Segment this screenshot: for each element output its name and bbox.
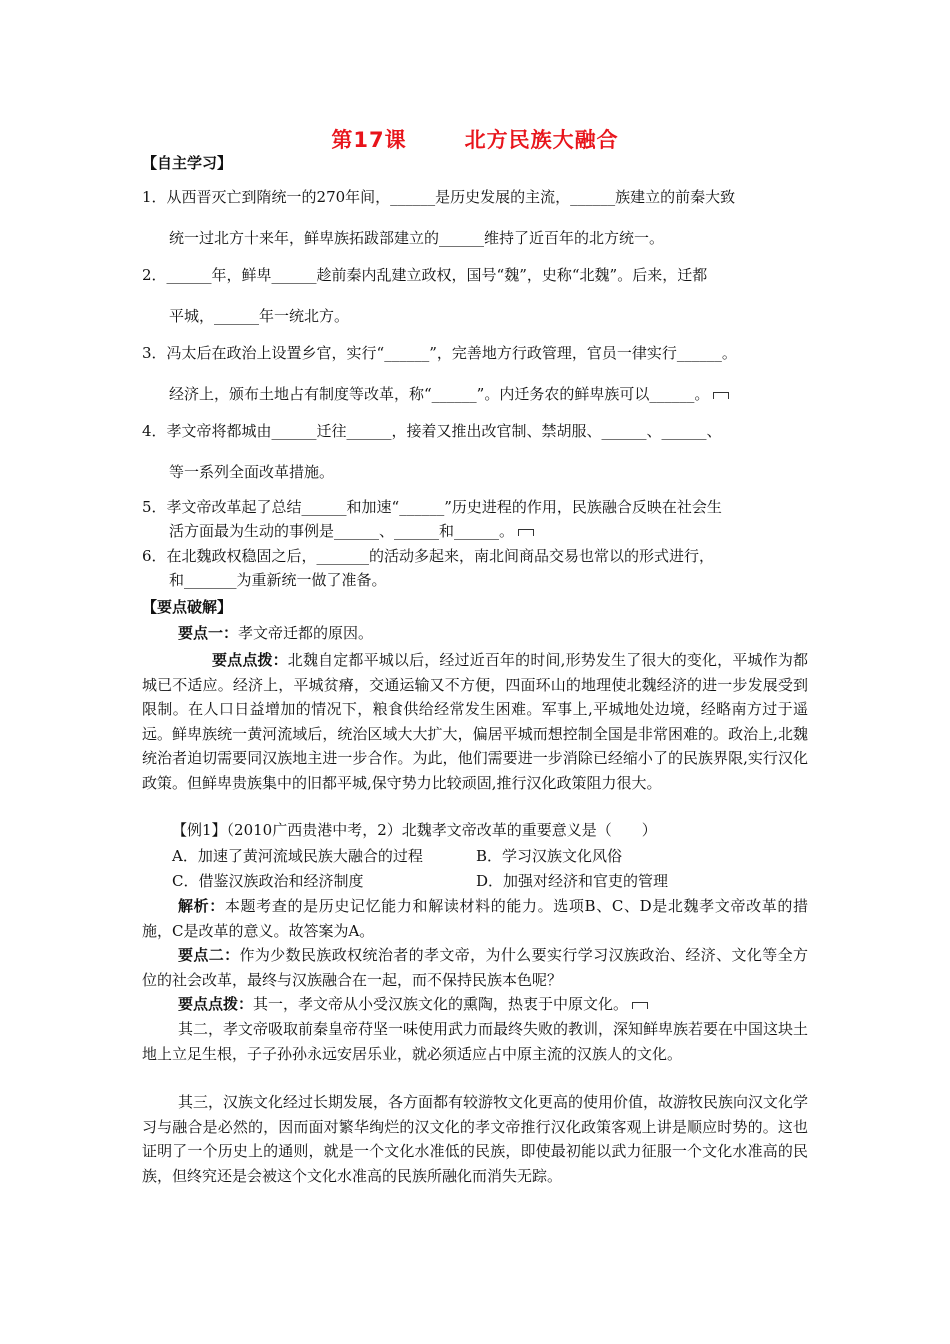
analysis-text: 本题考查的是历史记忆能力和解读材料的能力。选项B、C、D是北魏孝文帝改革的措施，C是改革的意义。故答案为A。 xyxy=(142,897,808,940)
question-line: 平城，______年一统北方。 xyxy=(169,307,350,325)
point1-heading xyxy=(142,621,808,646)
section-key-points: 【要点破解】 xyxy=(142,598,233,616)
question-5 xyxy=(142,496,812,542)
question-line: 6．在北魏政权稳固之后，_______的活动多起来，南北间商品交易也常以的形式进行， xyxy=(142,547,715,565)
lesson-topic: 北方民族大融合 xyxy=(464,128,619,152)
example1-option-b: B．学习汉族文化风俗 xyxy=(476,847,623,865)
section-self-study: 【自主学习】 xyxy=(142,154,233,172)
question-line: 2．______年，鲜卑______趁前秦内乱建立政权，国号“魏”，史称“北魏”。后来，迁都 xyxy=(142,266,708,284)
question-line: 3．冯太后在政治上设置乡官，实行“______”，完善地方行政管理，官员一律实行______。 xyxy=(142,344,737,362)
question-line: 活方面最为生动的事例是______、______和______。 xyxy=(169,522,515,540)
point1-hint xyxy=(142,648,808,795)
point2-heading xyxy=(142,943,808,992)
question-line: 等一系列全面改革措施。 xyxy=(169,463,335,481)
question-line: 和_______为重新统一做了准备。 xyxy=(169,571,387,589)
point2-text: 作为少数民族政权统治者的孝文帝，为什么要实行学习汉族政治、经济、文化等全方位的社会改革，最终与汉族融合在一起，而不保持民族本色呢？ xyxy=(142,946,808,989)
example1-analysis xyxy=(142,894,808,943)
edit-mark-icon xyxy=(632,1002,648,1009)
page-title xyxy=(0,124,950,154)
edit-mark-icon xyxy=(518,529,534,536)
point2-label: 要点二： xyxy=(178,946,240,964)
point1-text: 孝文帝迁都的原因。 xyxy=(238,624,374,642)
question-line: 5．孝文帝改革起了总结______和加速“______”历史进程的作用，民族融合反映在社会生 xyxy=(142,498,722,516)
question-4 xyxy=(142,420,812,483)
question-line: 经济上，颁布土地占有制度等改革，称“______”。内迁务农的鲜卑族可以______。 xyxy=(169,385,710,403)
point2-hint xyxy=(142,992,808,1017)
example1-option-a: A．加速了黄河流域民族大融合的过程 xyxy=(172,847,423,865)
point1-hint-label: 要点点拨： xyxy=(212,651,288,669)
question-6 xyxy=(142,545,812,591)
lesson-number: 第17课 xyxy=(331,128,407,152)
question-line: 4．孝文帝将都城由______迁往______，接着又推出改官制、禁胡服、______、______、 xyxy=(142,422,722,440)
point1-hint-text: 北魏自定都平城以后，经过近百年的时间,形势发生了很大的变化，平城作为都城已不适应。经济上，平城贫瘠，交通运输又不方便，四面环山的地理使北魏经济的进一步发展受到限制。在人口日益增加的情况下，粮食供给经常发生困难。军事上,平城地处边境，经略南方过于遥远。鲜卑族统一黄河流域后，统治区域大大扩大，偏居平城而想控制全国是非常困难的。政治上,北魏统治者迫切需要同汉族地主进一步合作。为此，他们需要进一步消除已经缩小了的民族界限,实行汉化政策。但鲜卑贵族集中的旧都平城,保守势力比较顽固,推行汉化政策阻力很大。 xyxy=(142,651,808,792)
point2-paragraph-3: 其三，汉族文化经过长期发展，各方面都有较游牧文化更高的使用价值，故游牧民族向汉文化学习与融合是必然的，因而面对繁华绚烂的汉文化的孝文帝推行汉化政策客观上讲是顺应时势的。这也证明了一个历史上的通则，就是一个文化水准低的民族，即使最初能以武力征服一个文化水准高的民族，但终究还是会被这个文化水准高的民族所融化而消失无踪。 xyxy=(142,1093,809,1185)
example1-option-d: D．加强对经济和官吏的管理 xyxy=(476,872,669,890)
point2-paragraph-2: 其二，孝文帝吸取前秦皇帝苻坚一味使用武力而最终失败的教训，深知鲜卑族若要在中国这块土地上立足生根，子子孙孙永远安居乐业，就必须适应占中原主流的汉族人的文化。 xyxy=(142,1020,809,1063)
example1-stem: 【例1】（2010广西贵港中考，2）北魏孝文帝改革的重要意义是（ ） xyxy=(172,821,657,839)
question-line: 1．从西晋灭亡到隋统一的270年间，______是历史发展的主流，______族建立的前秦大致 xyxy=(142,188,736,206)
analysis-label: 解析： xyxy=(178,897,225,915)
point2-hint-text: 其一，孝文帝从小受汉族文化的熏陶，热衷于中原文化。 xyxy=(253,995,629,1013)
question-1 xyxy=(142,186,812,249)
question-3 xyxy=(142,342,812,405)
point1-label: 要点一： xyxy=(178,624,239,642)
example1-option-c: C．借鉴汉族政治和经济制度 xyxy=(172,872,364,890)
point2-hint-label: 要点点拨： xyxy=(178,995,254,1013)
edit-mark-icon xyxy=(713,392,729,399)
question-line: 统一过北方十来年，鲜卑族拓跋部建立的______维持了近百年的北方统一。 xyxy=(169,229,665,247)
question-2 xyxy=(142,264,812,327)
